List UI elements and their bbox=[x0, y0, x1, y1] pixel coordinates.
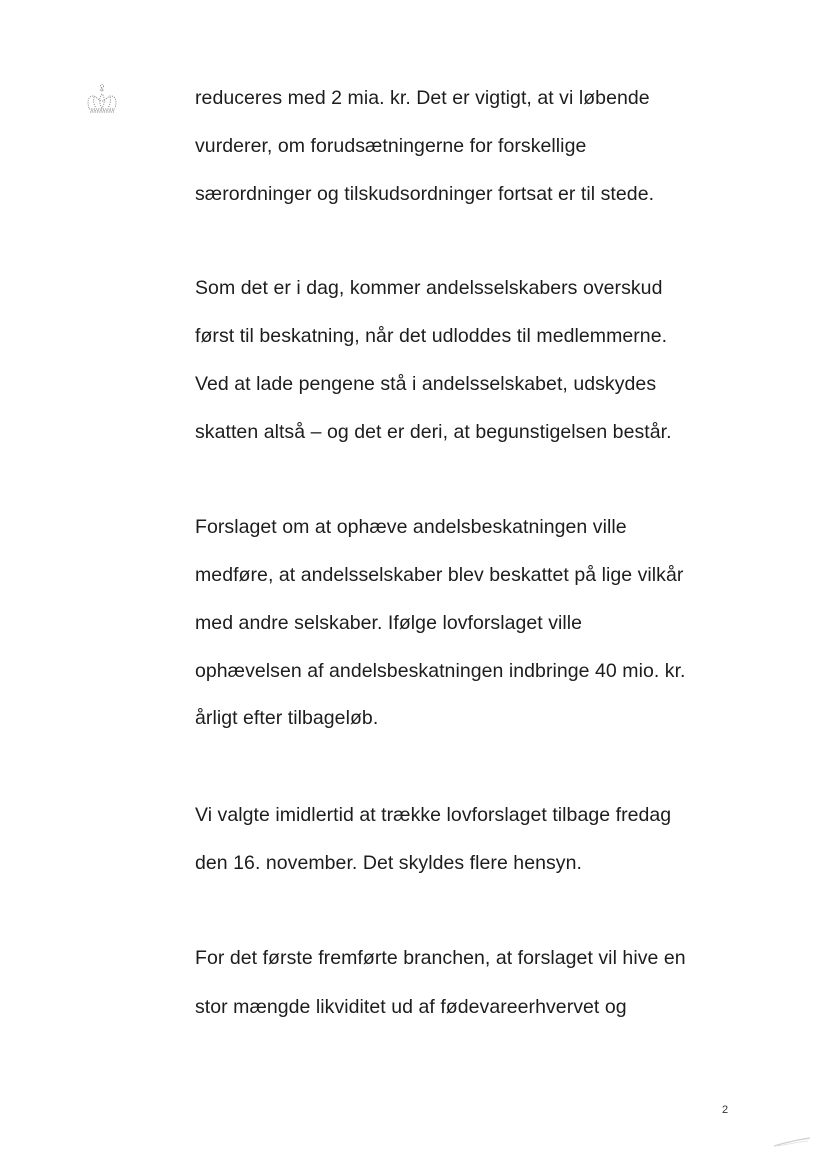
text-line: årligt efter tilbageløb. bbox=[195, 707, 379, 729]
text-line: først til beskatning, når det udloddes til medlemmerne. bbox=[195, 325, 668, 347]
royal-crown-icon bbox=[84, 82, 120, 116]
text-line: stor mængde likviditet ud af fødevareerhvervet og bbox=[195, 996, 627, 1018]
text-line: ophævelsen af andelsbeskatningen indbringe 40 mio. kr. bbox=[195, 660, 686, 682]
text-line: medføre, at andelsselskaber blev beskattet på lige vilkår bbox=[195, 564, 684, 586]
text-line: med andre selskaber. Ifølge lovforslaget ville bbox=[195, 612, 583, 634]
text-line: Vi valgte imidlertid at trække lovforslaget tilbage fredag bbox=[195, 804, 672, 826]
text-line: Ved at lade pengene stå i andelsselskabet, udskydes bbox=[195, 373, 657, 395]
text-line: vurderer, om forudsætningerne for forskellige bbox=[195, 135, 587, 157]
text-line: Som det er i dag, kommer andelsselskabers overskud bbox=[195, 277, 663, 299]
scan-mark-icon bbox=[772, 1134, 812, 1148]
text-line: For det første fremførte branchen, at forslaget vil hive en bbox=[195, 947, 686, 969]
page-number: 2 bbox=[722, 1104, 729, 1116]
text-line: den 16. november. Det skyldes flere hensyn. bbox=[195, 852, 582, 874]
text-line: Forslaget om at ophæve andelsbeskatningen ville bbox=[195, 516, 627, 538]
text-line: reduceres med 2 mia. kr. Det er vigtigt, at vi løbende bbox=[195, 87, 650, 109]
text-line: særordninger og tilskudsordninger fortsat er til stede. bbox=[195, 183, 655, 205]
text-line: skatten altså – og det er deri, at begunstigelsen består. bbox=[195, 421, 672, 443]
